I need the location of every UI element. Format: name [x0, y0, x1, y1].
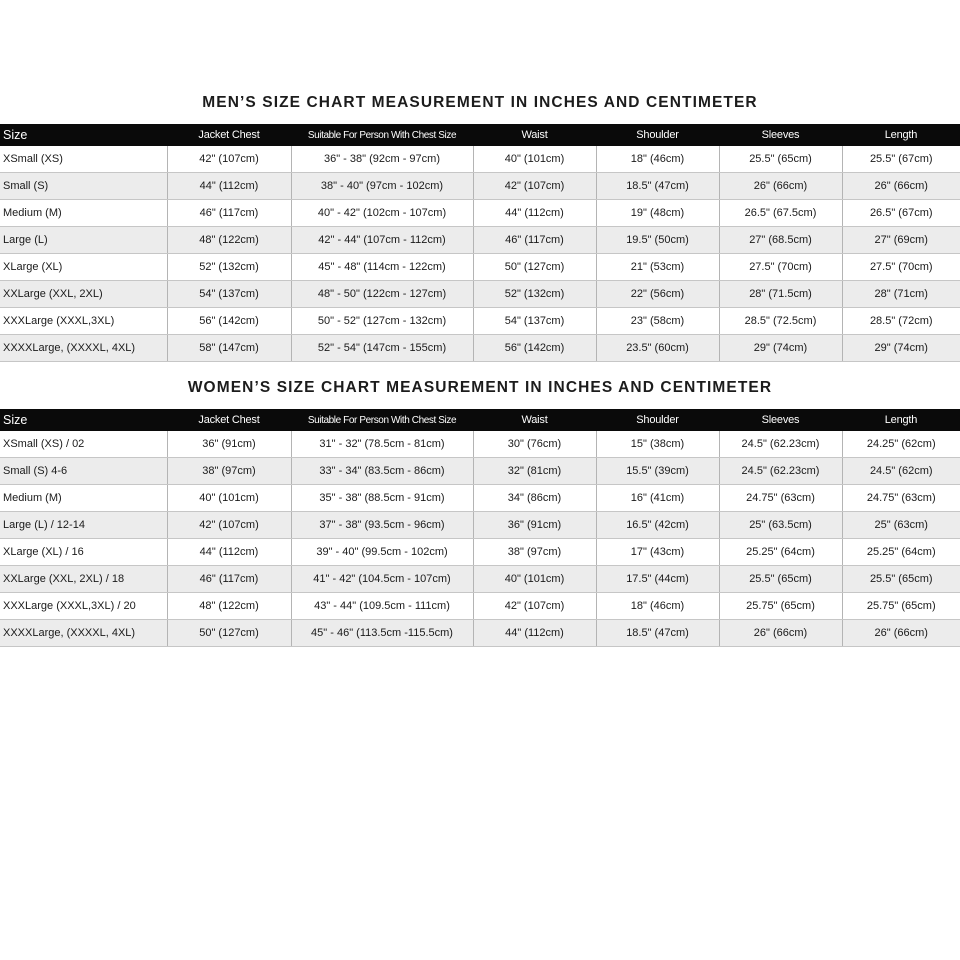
cell-suitable-chest-size: 43" - 44" (109.5cm - 111cm) — [291, 593, 473, 620]
cell-shoulder: 18" (46cm) — [596, 146, 719, 173]
cell-sleeves: 24.5" (62.23cm) — [719, 458, 842, 485]
women-header-size: Size — [0, 409, 167, 431]
cell-sleeves: 26" (66cm) — [719, 620, 842, 647]
cell-sleeves: 29" (74cm) — [719, 335, 842, 362]
women-header-sleeves: Sleeves — [719, 409, 842, 431]
cell-sleeves: 27" (68.5cm) — [719, 227, 842, 254]
cell-length: 26" (66cm) — [842, 620, 960, 647]
cell-sleeves: 26.5" (67.5cm) — [719, 200, 842, 227]
cell-waist: 40" (101cm) — [473, 566, 596, 593]
cell-waist: 46" (117cm) — [473, 227, 596, 254]
cell-size: Medium (M) — [0, 200, 167, 227]
cell-size: XXLarge (XXL, 2XL) — [0, 281, 167, 308]
cell-sleeves: 26" (66cm) — [719, 173, 842, 200]
cell-size: Large (L) — [0, 227, 167, 254]
cell-size: XXXLarge (XXXL,3XL) / 20 — [0, 593, 167, 620]
cell-sleeves: 25" (63.5cm) — [719, 512, 842, 539]
cell-jacket-chest: 42" (107cm) — [167, 512, 291, 539]
cell-waist: 42" (107cm) — [473, 593, 596, 620]
men-header-sleeves: Sleeves — [719, 124, 842, 146]
cell-length: 26.5" (67cm) — [842, 200, 960, 227]
cell-waist: 54" (137cm) — [473, 308, 596, 335]
cell-sleeves: 25.5" (65cm) — [719, 146, 842, 173]
cell-shoulder: 18" (46cm) — [596, 593, 719, 620]
men-header-jacket-chest: Jacket Chest — [167, 124, 291, 146]
cell-jacket-chest: 48" (122cm) — [167, 227, 291, 254]
cell-shoulder: 15.5" (39cm) — [596, 458, 719, 485]
cell-waist: 42" (107cm) — [473, 173, 596, 200]
cell-shoulder: 19" (48cm) — [596, 200, 719, 227]
cell-jacket-chest: 38" (97cm) — [167, 458, 291, 485]
cell-size: XSmall (XS) — [0, 146, 167, 173]
table-row — [0, 200, 960, 227]
cell-jacket-chest: 42" (107cm) — [167, 146, 291, 173]
cell-size: XSmall (XS) / 02 — [0, 431, 167, 458]
cell-shoulder: 22" (56cm) — [596, 281, 719, 308]
cell-length: 25" (63cm) — [842, 512, 960, 539]
cell-suitable-chest-size: 33" - 34" (83.5cm - 86cm) — [291, 458, 473, 485]
cell-size: XLarge (XL) / 16 — [0, 539, 167, 566]
cell-length: 24.25" (62cm) — [842, 431, 960, 458]
cell-length: 25.75" (65cm) — [842, 593, 960, 620]
cell-suitable-chest-size: 50" - 52" (127cm - 132cm) — [291, 308, 473, 335]
cell-waist: 30" (76cm) — [473, 431, 596, 458]
table-row — [0, 308, 960, 335]
cell-length: 28" (71cm) — [842, 281, 960, 308]
table-row — [0, 566, 960, 593]
cell-jacket-chest: 52" (132cm) — [167, 254, 291, 281]
cell-sleeves: 28.5" (72.5cm) — [719, 308, 842, 335]
cell-waist: 32" (81cm) — [473, 458, 596, 485]
table-row — [0, 173, 960, 200]
cell-jacket-chest: 46" (117cm) — [167, 200, 291, 227]
cell-jacket-chest: 46" (117cm) — [167, 566, 291, 593]
cell-jacket-chest: 54" (137cm) — [167, 281, 291, 308]
cell-suitable-chest-size: 52" - 54" (147cm - 155cm) — [291, 335, 473, 362]
cell-shoulder: 15" (38cm) — [596, 431, 719, 458]
table-row — [0, 539, 960, 566]
table-row — [0, 254, 960, 281]
cell-size: XLarge (XL) — [0, 254, 167, 281]
cell-shoulder: 16" (41cm) — [596, 485, 719, 512]
table-row — [0, 458, 960, 485]
men-header-row — [0, 124, 960, 146]
cell-length: 28.5" (72cm) — [842, 308, 960, 335]
cell-jacket-chest: 50" (127cm) — [167, 620, 291, 647]
men-size-chart-title: MEN’S SIZE CHART MEASUREMENT IN INCHES AND CENTIMETER — [202, 94, 758, 111]
cell-length: 27" (69cm) — [842, 227, 960, 254]
cell-length: 24.5" (62cm) — [842, 458, 960, 485]
women-size-table — [0, 409, 960, 647]
cell-jacket-chest: 58" (147cm) — [167, 335, 291, 362]
women-header-length: Length — [842, 409, 960, 431]
women-header-waist: Waist — [473, 409, 596, 431]
table-row — [0, 146, 960, 173]
cell-sleeves: 25.5" (65cm) — [719, 566, 842, 593]
cell-shoulder: 23.5" (60cm) — [596, 335, 719, 362]
cell-waist: 44" (112cm) — [473, 620, 596, 647]
cell-length: 27.5" (70cm) — [842, 254, 960, 281]
men-header-waist: Waist — [473, 124, 596, 146]
table-row — [0, 281, 960, 308]
cell-shoulder: 16.5" (42cm) — [596, 512, 719, 539]
men-header-shoulder: Shoulder — [596, 124, 719, 146]
women-header-row — [0, 409, 960, 431]
cell-size: Large (L) / 12-14 — [0, 512, 167, 539]
table-row — [0, 593, 960, 620]
cell-sleeves: 28" (71.5cm) — [719, 281, 842, 308]
cell-size: XXLarge (XXL, 2XL) / 18 — [0, 566, 167, 593]
cell-waist: 52" (132cm) — [473, 281, 596, 308]
men-size-table — [0, 124, 960, 362]
cell-suitable-chest-size: 48" - 50" (122cm - 127cm) — [291, 281, 473, 308]
table-row — [0, 512, 960, 539]
women-header-shoulder: Shoulder — [596, 409, 719, 431]
table-row — [0, 335, 960, 362]
cell-size: Small (S) 4-6 — [0, 458, 167, 485]
cell-shoulder: 18.5" (47cm) — [596, 173, 719, 200]
cell-suitable-chest-size: 45" - 48" (114cm - 122cm) — [291, 254, 473, 281]
cell-jacket-chest: 40" (101cm) — [167, 485, 291, 512]
cell-waist: 40" (101cm) — [473, 146, 596, 173]
cell-shoulder: 23" (58cm) — [596, 308, 719, 335]
cell-sleeves: 25.75" (65cm) — [719, 593, 842, 620]
cell-waist: 50" (127cm) — [473, 254, 596, 281]
cell-sleeves: 25.25" (64cm) — [719, 539, 842, 566]
cell-waist: 38" (97cm) — [473, 539, 596, 566]
cell-suitable-chest-size: 39" - 40" (99.5cm - 102cm) — [291, 539, 473, 566]
men-header-suitable-chest-size: Suitable For Person With Chest Size — [291, 124, 473, 146]
cell-size: XXXXLarge, (XXXXL, 4XL) — [0, 620, 167, 647]
cell-size: Medium (M) — [0, 485, 167, 512]
cell-length: 24.75" (63cm) — [842, 485, 960, 512]
women-header-suitable-chest-size: Suitable For Person With Chest Size — [291, 409, 473, 431]
cell-shoulder: 17.5" (44cm) — [596, 566, 719, 593]
cell-suitable-chest-size: 38" - 40" (97cm - 102cm) — [291, 173, 473, 200]
cell-jacket-chest: 44" (112cm) — [167, 173, 291, 200]
cell-suitable-chest-size: 36" - 38" (92cm - 97cm) — [291, 146, 473, 173]
cell-shoulder: 21" (53cm) — [596, 254, 719, 281]
cell-waist: 44" (112cm) — [473, 200, 596, 227]
cell-suitable-chest-size: 37" - 38" (93.5cm - 96cm) — [291, 512, 473, 539]
men-header-size: Size — [0, 124, 167, 146]
cell-suitable-chest-size: 40" - 42" (102cm - 107cm) — [291, 200, 473, 227]
cell-sleeves: 24.75" (63cm) — [719, 485, 842, 512]
cell-suitable-chest-size: 35" - 38" (88.5cm - 91cm) — [291, 485, 473, 512]
table-row — [0, 485, 960, 512]
cell-suitable-chest-size: 42" - 44" (107cm - 112cm) — [291, 227, 473, 254]
cell-length: 26" (66cm) — [842, 173, 960, 200]
cell-waist: 34" (86cm) — [473, 485, 596, 512]
cell-suitable-chest-size: 31" - 32" (78.5cm - 81cm) — [291, 431, 473, 458]
cell-length: 25.5" (67cm) — [842, 146, 960, 173]
cell-jacket-chest: 48" (122cm) — [167, 593, 291, 620]
table-row — [0, 620, 960, 647]
women-header-jacket-chest: Jacket Chest — [167, 409, 291, 431]
cell-size: Small (S) — [0, 173, 167, 200]
cell-suitable-chest-size: 41" - 42" (104.5cm - 107cm) — [291, 566, 473, 593]
cell-shoulder: 19.5" (50cm) — [596, 227, 719, 254]
cell-waist: 56" (142cm) — [473, 335, 596, 362]
table-row — [0, 227, 960, 254]
cell-length: 29" (74cm) — [842, 335, 960, 362]
cell-jacket-chest: 56" (142cm) — [167, 308, 291, 335]
cell-shoulder: 18.5" (47cm) — [596, 620, 719, 647]
cell-size: XXXXLarge, (XXXXL, 4XL) — [0, 335, 167, 362]
cell-size: XXXLarge (XXXL,3XL) — [0, 308, 167, 335]
cell-length: 25.25" (64cm) — [842, 539, 960, 566]
cell-sleeves: 24.5" (62.23cm) — [719, 431, 842, 458]
women-size-chart-title: WOMEN’S SIZE CHART MEASUREMENT IN INCHES AND CENTIMETER — [187, 379, 773, 396]
cell-suitable-chest-size: 45" - 46" (113.5cm -115.5cm) — [291, 620, 473, 647]
cell-waist: 36" (91cm) — [473, 512, 596, 539]
cell-shoulder: 17" (43cm) — [596, 539, 719, 566]
cell-jacket-chest: 36" (91cm) — [167, 431, 291, 458]
table-row — [0, 431, 960, 458]
men-header-length: Length — [842, 124, 960, 146]
cell-sleeves: 27.5" (70cm) — [719, 254, 842, 281]
cell-jacket-chest: 44" (112cm) — [167, 539, 291, 566]
cell-length: 25.5" (65cm) — [842, 566, 960, 593]
